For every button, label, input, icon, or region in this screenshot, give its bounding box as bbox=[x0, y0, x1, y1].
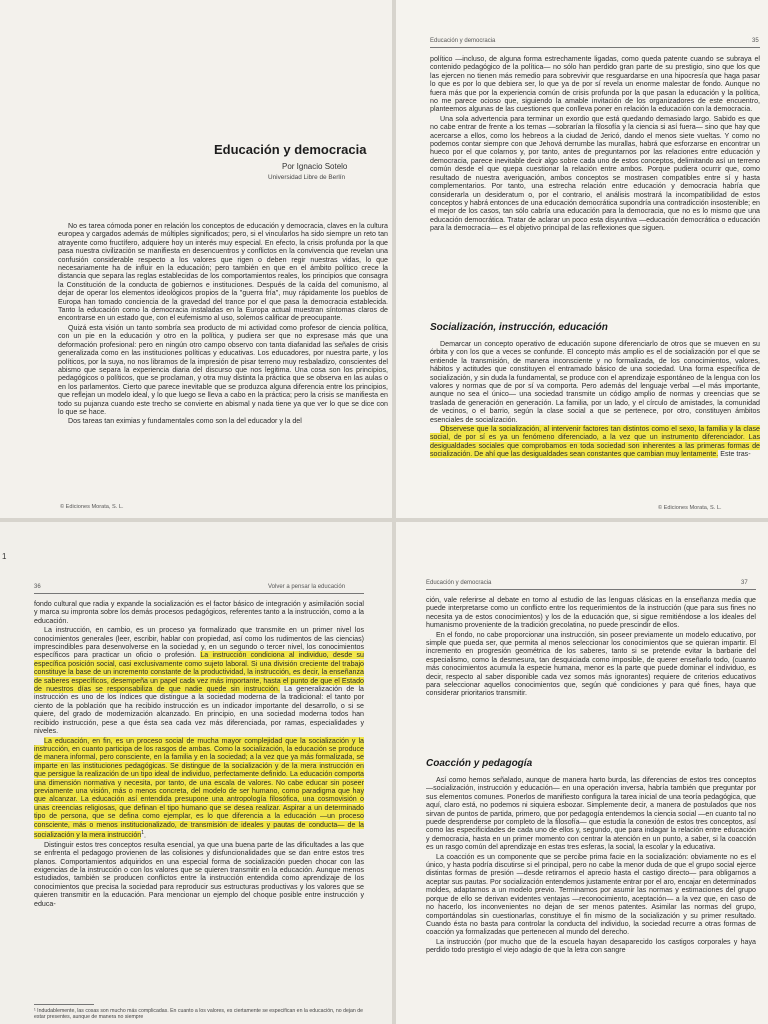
running-head: Volver a pensar la educación bbox=[268, 584, 346, 590]
article-author: Por Ignacio Sotelo bbox=[282, 162, 348, 171]
page-37 bbox=[396, 522, 768, 1024]
paragraph: Demarcar un concepto operativo de educación supone diferenciarlo de otros que se mueven en su órbita y con los que a veces se confunde. El concepto más amplio es el de socialización por el que se entiende la transmisión, de manera inconsciente y no formalizada, de los conocimientos, valores, hábitos y actitudes que constituyen el entramado básico de una sociedad. Una forma específica de socialización, y sin duda la fundamental, se produce con el aprendizaje espontáneo de la lengua con los valores y normas que de por sí va comporta. Pero además del lenguaje verbal —el más importante, aunque no sea el único— una sociedad transmite un código amplio de normas y creencias que se traslada de generación en generación. La familia, por un lado, y el círculo de amistades, la comunidad de vecinos, o el barrio, según la clase social a que se pertenece, por otro, constituyen ámbitos esenciales de socialización. bbox=[430, 340, 760, 424]
page-34 bbox=[0, 0, 392, 518]
highlighted-passage: La educación, en fin, es un proceso social de mucha mayor complejidad que la socialización y la instrucción, en cuanto participa de los rasgos de ambas. Como la socialización, la educación se produce de manera informal, pero consciente, en la familia y en la sociedad; a la vez que ya más formalizada, se imparte en las instituciones pedagógicas. Se distingue de la socialización y de la mera instrucción en que persigue la realización de un tipo ideal de individuo, perfectamente definido. La educación comporta una dimensión normativa y necesita, por tanto, de una escala de valores. No cabe educar sin poseer previamente una visión, más o menos concreta, del modelo de ser humano, como paradigma que hay que alcanzar. La educación así entendida presupone una antropología filosófica, una cosmovisión o unas creencias religiosas, que definan el tipo humano que se desea realizar. Aspirar a un determinado tipo de persona, que se defina como ejemplar, es lo que diferencia a la educación —un proceso consciente, más o menos institucionalizado, de transmisión de ideales y pautas de conducta— de la socialización y la mera instrucción bbox=[34, 736, 364, 840]
page-37-section-body bbox=[426, 776, 756, 955]
paragraph: No es tarea cómoda poner en relación los conceptos de educación y democracia, claves en la cultura europea y cargados además de múltiples significados; pero, si el vincularlos ha sido siempre un reto tan atrayente como fructífero, adquiere hoy un interés muy especial. En efecto, la crisis profunda por la que pasa nuestra civilización se manifiesta en desencuentros y conflictos en la convivencia que revelan una confusión considerable respecto a los valores que rigen o deben regir nuestras vidas, lo que necesariamente ha de influir en la educación; pero también en que en el ámbito político crece la distancia que separa las reglas establecidas de los comportamientos reales, los principios que consagra la Constitución de la conducta de gobiernos e instituciones. Después de la caída del comunismo, al dejar de operar los elementos ideológicos propios de la "guerra fría", muy rápidamente los pueblos de Europa han tomado conciencia de la gravedad del trance por el que pasa la democracia establecida. Tanto la educación como la democracia instaladas en la Europa actual muestran síntomas claros de encontrarse en un estado que, con el eufemismo al uso, solemos calificar de preocupante. bbox=[58, 222, 388, 323]
page-footer: © Ediciones Morata, S. L. bbox=[60, 504, 124, 510]
text-run: . bbox=[144, 831, 147, 840]
paragraph bbox=[430, 425, 760, 459]
page-36 bbox=[0, 522, 392, 1024]
page-35-body bbox=[430, 55, 760, 233]
footnote: ¹ Indudablemente, las cosas son mucho más complicadas. En cuanto a los valores, es ciertamente se especifican en la educación, no dejan de estar presentes, aunque de manera no siempre bbox=[34, 1008, 364, 1020]
text-run: La instrucción, en cambio, es un proceso ya formalizado que transmite en un primer nivel los conocimientos generales (leer, escribir, hablar con propiedad, así como los rudimentos de las ciencias) imprescindibles para desenvolverse en la sociedad y, en un segundo o tercer nivel, los conocimientos específicos para practicar un oficio o profesión. bbox=[34, 626, 364, 660]
footnote-ref: 1 bbox=[141, 829, 145, 836]
text-run: La generalización de la instrucción es uno de los índices que distingue a la sociedad moderna de la tradicional: el tanto por ciento de la población que ha recibido instrucción es un indicador importante del desarrollo, o si se quiere, del grado de modernización alcanzado. En principio, en una sociedad moderna todos han recibido instrucción, pese a que ésta sea cada vez más diferenciada, por ramas, especialidades y niveles. bbox=[34, 685, 365, 736]
paragraph: En el fondo, no cabe proporcionar una instrucción, sin poseer previamente un modelo educativo, por simple que pueda ser, que permita al menos seleccionar los conocimientos que se quieran impartir. El incremento en progresión geométrica de los saberes, tanto si se pretende evitar la barbarie del especialismo, como la desmesura, tan desquiciada como imposible, de querer enseñarlo todo, (cuanto más conocimientos acumula la especie humana, menor es la parte que puede dominar el individuo, es decir, respecto al saber disponible cada vez somos más ignorantes) requiere de criterios educativos para seleccionar aquellos conocimientos que, según qué condiciones y para qué fines, haya que considerar prioritarios transmitir. bbox=[426, 630, 756, 698]
paragraph: Quizá esta visión un tanto sombría sea producto de mi actividad como profesor de ciencia política, con un pie en la educación y otro en la política, y pudiera ser que no expresase más que una deformación profesional: pero en ningún otro campo observo con tanta diafanidad las señales de crisis generalizada como en las instituciones políticas y educativas. Los educadores, por nuestra parte, y los políticos, por la suya, no nos libramos de la impresión de pisar terreno muy resbaladizo, conscientes del abismo que separa la experiencia diaria del discurso que nos legitima. Una cosa son los principios, pedagógicos o políticos, que se proclaman, y otra muy distinta la práctica que se observa en las aulas o en los parlamentos. Cierto que parece inevitable que se produzca alguna diferencia entre los principios, que reflejan un modelo ideal, y lo que luego se lleva a cabo en la práctica; pero la crisis se manifiesta en todo su pujanza cuando este trecho se convierte en abismal y nada tiene ya que ver lo que se dice con lo que se hace. bbox=[58, 323, 388, 416]
paragraph: fondo cultural que radia y expande la socialización es el factor básico de integración y asimilación social y marca su impronta sobre los demás procesos pedagógicos, referentes tanto a la instrucción, como a la educación. bbox=[34, 600, 364, 625]
page-number: 37 bbox=[741, 580, 748, 586]
running-head: Educación y democracia bbox=[426, 580, 492, 586]
footnote-rule bbox=[34, 1004, 94, 1005]
text-run: Este tras- bbox=[718, 450, 751, 459]
paragraph bbox=[34, 737, 364, 840]
page-36-body bbox=[34, 600, 364, 908]
section-heading: Socialización, instrucción, educación bbox=[430, 322, 608, 333]
author-affiliation: Universidad Libre de Berlín bbox=[268, 174, 346, 181]
paragraph: Distinguir estos tres conceptos resulta esencial, ya que una buena parte de las dificultades a las que se enfrenta el pedagogo provienen de las colisiones y disfuncionalidades que se dan entre estos tres planos. Comportamientos adquiridos en una especial forma de socialización pueden chocar con las exigencias de la instrucción o con los valores que se quieren transmitir en la educación. Aunque menos estudiados, también se producen conflictos entre la instrucción entendida como aprendizaje de los conocimientos que precisa la sociedad para reproducir sus estructuras productivas y los valores que se quieren transmitir en la educación. Para mencionar un ejemplo del choque posible entre instrucción y educa- bbox=[34, 840, 364, 908]
header-rule bbox=[426, 589, 756, 590]
header-rule bbox=[34, 593, 364, 594]
highlighted-passage: La instrucción condiciona al individuo, desde su específica posición social, casi exclusivamente como sujeto laboral. Si una división creciente del trabajo constituye la base de un incremento constante de la productividad, la instrucción, es decir, la enseñanza de saberes específicos, desempeña un papel cada vez más importante, hasta el punto de que el Estado de nuestros días se responsabiliza de que nadie quede sin instrucción. bbox=[34, 651, 364, 694]
section-heading: Coacción y pedagogía bbox=[426, 758, 533, 769]
paragraph: Así como hemos señalado, aunque de manera harto burda, las diferencias de estos tres conceptos —socialización, instrucción y educación— en una operación inversa, habría también que preguntar por sus elementos comunes. Ponerlos de manifiesto configura la tarea inicial de una teoría pedagógica, que aquí, claro está, no podemos ni siquiera esbozar. Simplemente decir, a manera de postulados que nos sirvan de puntos de partida, primero, que por pedagogía entendemos la ciencia social —en cuanto tal no puede desprenderse por completo de la filosofía— que estudia la conexión de estos tres conceptos, así como las especificidades de cada uno de ellos y, segundo, que para indagar la relación entre educación y democracia, hasta en un primer momento con centrar la atención en un punto, a saber, si la coacción es un rasgo común del aprendizaje en estas tres esferas, la social, la escolar y la educativa. bbox=[426, 776, 756, 852]
page-footer: © Ediciones Morata, S. L. bbox=[658, 505, 722, 511]
paragraph: La instrucción (por mucho que de la escuela hayan desaparecido los castigos corporales y haya perdido todo prestigio el viejo adagio de que la letra con sangre bbox=[426, 937, 756, 955]
paragraph: La coacción es un componente que se percibe prima facie en la socialización: obviamente no es el único, y hasta podría discutirse si el principal, pero no cabe la menor duda de que el grupo social ejerce distintas formas de presión —desde retirarnos el aprecio hasta el castigo directo— para obligarnos a aceptar sus pautas. Por socialización entendemos justamente entrar por el aro, encajar en determinados moldes, adaptarnos a un modelo previo. Terminamos por asumir las normas y estimaciones del grupo porque de ello se derivan evidentes ventajas —reconocimiento, aceptación— a la vez que, en caso de no hacerlo, los inconvenientes no dejan de ser menos patentes. Asimilar las normas del grupo, comportándolas sin cuestionarlas, constituye el fin mismo de la socialización y su primer resultado. Cuando ésta no basta para controlar la conducta del individuo, la sociedad recurre a otras formas de coacción ya formalizadas que pertenecen al mundo del derecho. bbox=[426, 852, 756, 937]
paragraph: político —incluso, de alguna forma estrechamente ligadas, como queda patente cuando se subraya el contenido pedagógico de la política— no sólo han perdido gran parte de su prestigio, sino que los que las ejercen no tienen más remedio para sobrevivir que resguardarse en una hipocresía que haga pasar lo que es por lo que debiera ser, lo que ya de por sí revela un enorme malestar de fondo. Aunque no fuera más que por la experiencia común de crisis profunda por la que pasan la educación y la política, no me parece ocioso que, siguiendo la amable invitación de los organizadores de este encuentro, planteemos algunas de las cuestiones que conlleva poner en relación la educación con la democracia. bbox=[430, 55, 760, 114]
page-number: 36 bbox=[34, 584, 41, 590]
article-title: Educación y democracia bbox=[214, 142, 367, 157]
header-rule bbox=[430, 47, 760, 48]
paragraph: ción, vale referirse al debate en torno al estudio de las lenguas clásicas en la enseñanza media que puede interpretarse como un conflicto entre los requerimientos de la instrucción (que para sus fines no necesita ya de estos conocimientos) y los de la educación que, si sigue remitiéndose a los ideales del humanismo proveniente de la tradición grecolatina, no puede prescindir de ellos. bbox=[426, 596, 756, 630]
paragraph: Dos tareas tan eximias y fundamentales como son la del educador y la del bbox=[68, 417, 302, 426]
article-body-intro bbox=[58, 222, 388, 426]
highlighted-passage: Observese que la socialización, al intervenir factores tan distintos como el sexo, la familia y la clase social, de por sí es ya un fenómeno diferenciado, a la vez que un instrumento diferenciador. Las desigualdades sociales que comprobamos en toda sociedad son inherentes a las primeras formas de socialización. De ahí que las desigualdades sean constantes que cambian muy lentamente. bbox=[430, 425, 760, 459]
page-37-body bbox=[426, 596, 756, 698]
page-35-section-body bbox=[430, 340, 760, 459]
paragraph bbox=[34, 626, 364, 735]
paragraph: Una sola advertencia para terminar un exordio que está quedando demasiado largo. Sabido es que no cabe entrar de frente a los temas —sobrarían la filosofía y la ciencia si así fuera— sino que hay que acercarse a ellos, como los hebreos a la ciudad de Jericó, dando el menos siete vueltas. Y como no podemos contar siempre con que Jehová derrumbe las murallas, habrá que esforzarse en encontrar un hueco por el que colarnos y, por tanto, antes de preguntarnos por las relaciones entre educación y democracia, parece inevitable decir algo sobre cada uno de estos conceptos, delimitando así un terreno común desde el que quepa cuestionar la relación entre ambos. Porque pudiera ocurrir que, como resultado de nuestra averiguación, ambos conceptos se mostrasen compatibles entre sí y hasta complementarios. Por tanto, una estrecha relación entre educación y democracia habría que considerarla un desideratum o, por el contrario, el análisis mostrará la incompatibilidad de estos conceptos y habrá entonces de una educación democrática supondría una contradicción insostenible; en el mejor de los casos, tan sólo cabría una educación para la democracia, que no es lo mismo que una educación democrática. Tratar de aclarar un poco esta disyuntiva —educación democrática o educación para la democracia— es el objetivo principal de las reflexiones que siguen. bbox=[430, 114, 760, 233]
running-head: Educación y democracia bbox=[430, 38, 496, 44]
page-35 bbox=[396, 0, 768, 518]
page-number: 35 bbox=[752, 38, 759, 44]
edge-mark: 1 bbox=[2, 552, 7, 561]
